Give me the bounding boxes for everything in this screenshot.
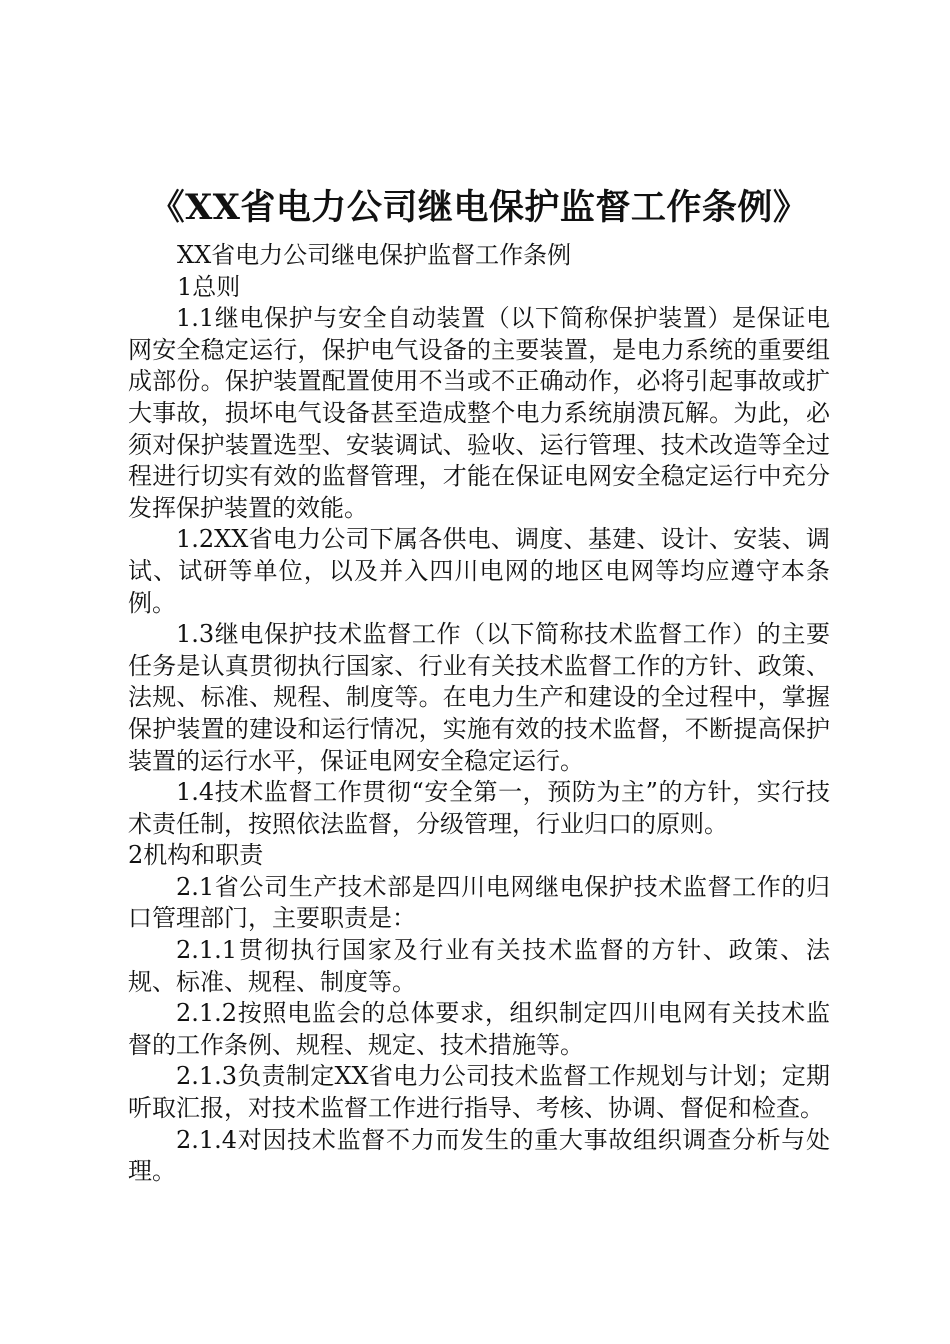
paragraph-2-1-3: 2.1.3负责制定XX省电力公司技术监督工作规划与计划；定期听取汇报，对技术监督工作进行指导、考核、协调、督促和检查。 <box>128 1062 830 1123</box>
document-title: 《XX省电力公司继电保护监督工作条例》 <box>149 187 809 228</box>
paragraph-1-4: 1.4技术监督工作贯彻“安全第一，预防为主”的方针，实行技术责任制，按照依法监督，分级管理，行业归口的原则。 <box>128 778 830 838</box>
document-page <box>128 182 830 1188</box>
paragraph-2-1-2: 2.1.2按照电监会的总体要求，组织制定四川电网有关技术监督的工作条例、规程、规定、技术措施等。 <box>128 999 830 1059</box>
section-heading-general: 1总则 <box>177 272 241 301</box>
paragraph-1-3: 1.3继电保护技术监督工作（以下简称技术监督工作）的主要任务是认真贯彻执行国家、行业有关技术监督工作的方针、政策、法规、标准、规程、制度等。在电力生产和建设的全过程中，掌握保护装置的建设和运行情况，实施有效的技术监督，不断提高保护装置的运行水平，保证电网安全稳定运行。 <box>128 620 830 775</box>
section-heading-organization: 2机构和职责 <box>128 841 264 870</box>
document-subtitle: XX省电力公司继电保护监督工作条例 <box>177 241 572 269</box>
paragraph-2-1: 2.1省公司生产技术部是四川电网继电保护技术监督工作的归口管理部门，主要职责是： <box>128 872 830 933</box>
paragraph-1-1: 1.1继电保护与安全自动装置（以下简称保护装置）是保证电网安全稳定运行，保护电气设备的主要装置，是电力系统的重要组成部份。保护装置配置使用不当或不正确动作，必将引起事故或扩大事故，损坏电气设备甚至造成整个电力系统崩溃瓦解。为此，必须对保护装置选型、安装调试、验收、运行管理、技术改造等全过程进行切实有效的监督管理，才能在保证电网安全稳定运行中充分发挥保护装置的效能。 <box>128 304 830 522</box>
paragraph-2-1-1: 2.1.1贯彻执行国家及行业有关技术监督的方针、政策、法规、标准、规程、制度等。 <box>128 936 830 996</box>
paragraph-1-2: 1.2XX省电力公司下属各供电、调度、基建、设计、安装、调试、试研等单位，以及并入四川电网的地区电网等均应遵守本条例。 <box>128 525 830 617</box>
paragraph-2-1-4: 2.1.4对因技术监督不力而发生的重大事故组织调查分析与处理。 <box>128 1125 830 1186</box>
